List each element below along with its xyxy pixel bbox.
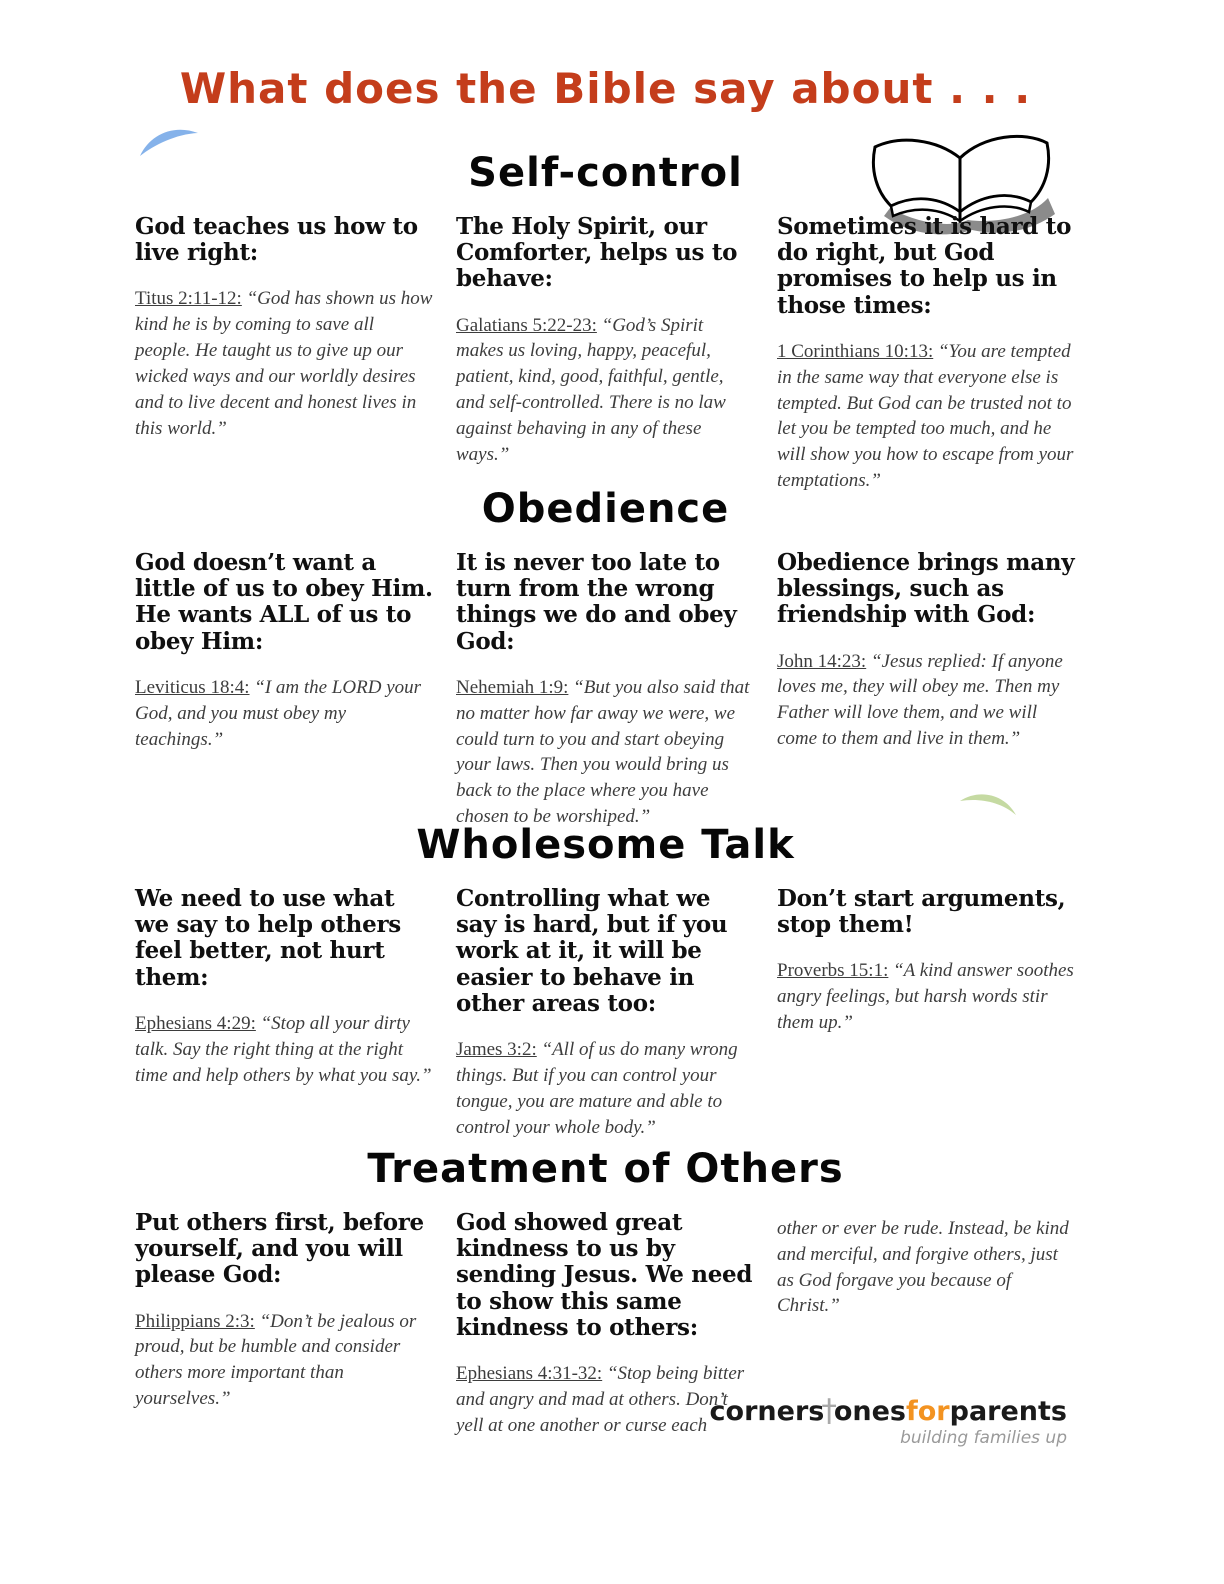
verse-text: [135, 286, 434, 441]
verse-text: [456, 1037, 755, 1140]
verse-quote: “God has shown us how kind he is by coming to save all people. He taught us to give up our wicked ways and our worldly desires and to live decent and honest lives in this world.”: [135, 288, 433, 439]
section-columns: [135, 886, 1076, 1140]
verse-reference: Leviticus 18:4:: [135, 676, 250, 698]
verse-reference: 1 Corinthians 10:13:: [777, 340, 934, 362]
verse-text: [777, 649, 1076, 752]
verse-column: [456, 886, 755, 1140]
verse-column: [135, 214, 434, 494]
verse-text: [456, 313, 755, 468]
column-heading: We need to use what we say to help others feel better, not hurt them:: [135, 885, 401, 991]
verse-quote: “You are tempted in the same way that everyone else is tempted. But God can be trusted not to let you be tempted too much, and he will show you how to escape from your temptations.”: [777, 340, 1074, 492]
verse-quote: “A kind answer soothes angry feelings, but harsh words stir them up.”: [777, 960, 1074, 1034]
cross-icon: †: [821, 1393, 837, 1429]
section-obedience: [135, 486, 1076, 830]
column-heading: Put others first, before yourself, and you will please God:: [135, 1209, 424, 1289]
column-heading: Sometimes it is hard to do right, but God promises to help us in those times:: [777, 213, 1072, 319]
verse-column: [135, 886, 434, 1140]
verse-quote: other or ever be rude. Instead, be kind and merciful, and forgive others, just as God forgave you because of Christ.”: [777, 1218, 1069, 1317]
verse-reference: Titus 2:11-12:: [135, 288, 242, 310]
verse-text-continuation: [777, 1210, 1076, 1319]
section-heading: Treatment of Others: [367, 1146, 844, 1192]
verse-reference: Proverbs 15:1:: [777, 960, 889, 982]
verse-quote: “Stop being bitter and angry and mad at others. Don’t yell at one another or curse each: [456, 1363, 745, 1436]
column-heading: God showed great kindness to us by sending Jesus. We need to show this same kindness to others:: [456, 1209, 753, 1341]
verse-quote: “But you also said that no matter how far away we were, we could turn to you and start obeying your laws. Then you would bring us back to the place where you have chosen to be worshiped.”: [456, 676, 750, 828]
logo-part-for: for: [906, 1396, 950, 1427]
logo-part-ones: ones: [833, 1396, 906, 1427]
verse-reference: James 3:2:: [456, 1039, 537, 1061]
verse-reference: Ephesians 4:31-32:: [456, 1363, 603, 1385]
verse-text: [135, 1011, 434, 1088]
verse-reference: Nehemiah 1:9:: [456, 676, 569, 698]
verse-reference: Galatians 5:22-23:: [456, 314, 597, 336]
column-heading: God teaches us how to live right:: [135, 213, 418, 267]
verse-column: [135, 1210, 434, 1439]
verse-column: [777, 550, 1076, 830]
verse-column: [456, 214, 755, 494]
section-heading: Obedience: [481, 486, 730, 532]
column-heading: Obedience brings many blessings, such as friendship with God:: [777, 549, 1075, 629]
verse-column: [456, 550, 755, 830]
verse-quote: “Jesus replied: If anyone loves me, they will obey me. Then my Father will love them, and we will come to them and live in them.”: [777, 650, 1063, 750]
column-heading: God doesn’t want a little of us to obey Him. He wants ALL of us to obey Him:: [135, 549, 433, 655]
verse-quote: “I am the LORD your God, and you must obey my teachings.”: [135, 676, 422, 750]
page-title: What does the Bible say about . . .: [179, 64, 1032, 113]
logo-wordmark: [710, 1393, 1067, 1427]
verse-reference: John 14:23:: [777, 650, 867, 672]
column-heading: Controlling what we say is hard, but if you work at it, it will be easier to behave in other areas too:: [456, 885, 728, 1017]
verse-quote: “Stop all your dirty talk. Say the right thing at the right time and help others by what you say.”: [135, 1012, 432, 1086]
cornerstones-for-parents-logo: [710, 1393, 1067, 1448]
section-columns: [135, 550, 1076, 830]
logo-part-parents: parents: [949, 1396, 1067, 1427]
column-heading: The Holy Spirit, our Comforter, helps us to behave:: [456, 213, 738, 293]
verse-text: [456, 675, 755, 830]
verse-text: [135, 1309, 434, 1412]
section-heading: Wholesome Talk: [416, 822, 795, 868]
verse-quote: “Don’t be jealous or proud, but be humble and consider others more important than yourselves.”: [135, 1310, 417, 1410]
verse-text: [135, 675, 434, 752]
verse-quote: “All of us do many wrong things. But if you can control your tongue, you are mature and able to control your whole body.”: [456, 1039, 738, 1138]
logo-tagline: building families up: [900, 1428, 1067, 1449]
verse-reference: Philippians 2:3:: [135, 1310, 255, 1332]
verse-reference: Ephesians 4:29:: [135, 1012, 256, 1034]
column-heading: It is never too late to turn from the wrong things we do and obey God:: [456, 549, 737, 655]
verse-text: [777, 339, 1076, 494]
verse-column: [135, 550, 434, 830]
section-wholesome-talk: [135, 822, 1076, 1140]
verse-column: [777, 214, 1076, 494]
verse-quote: “God’s Spirit makes us loving, happy, peaceful, patient, kind, good, faithful, gentle, and self-controlled. There is no law against behaving in any of these ways.”: [456, 314, 726, 465]
section-heading: Self-control: [468, 150, 743, 196]
section-columns: [135, 214, 1076, 494]
logo-part-corners: corners: [709, 1396, 825, 1427]
column-heading: Don’t start arguments, stop them!: [777, 885, 1066, 939]
section-self-control: [135, 150, 1076, 494]
verse-text: [777, 958, 1076, 1035]
verse-column: [777, 886, 1076, 1140]
